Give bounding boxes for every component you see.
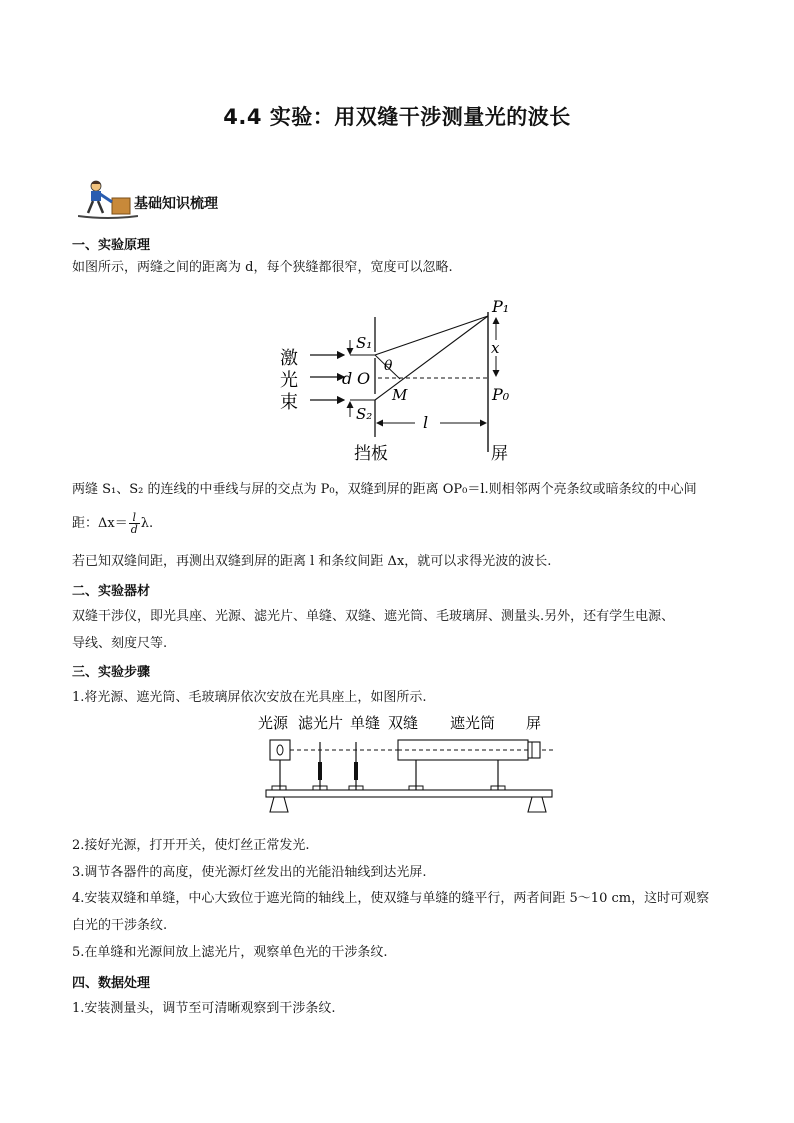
label-p0: P₀ — [492, 385, 510, 404]
page-title: 4.4 实验：用双缝干涉测量光的波长 — [223, 105, 571, 129]
label-double-slit: 双缝 — [388, 714, 419, 732]
principle-para1-line2 — [72, 512, 153, 535]
procedure-step2: 2.接好光源，打开开关，使灯丝正常发光. — [72, 838, 310, 853]
label-m: M — [392, 386, 408, 404]
principle-para1-line1: 两缝 S₁、S₂ 的连线的中垂线与屏的交点为 P₀，双缝到屏的距离 OP₀＝l.则相邻两个亮条纹或暗条纹的中心间 — [72, 482, 697, 497]
label-x: x — [491, 339, 500, 357]
laser-char-1: 激 — [280, 348, 298, 369]
label-filter: 滤光片 — [298, 714, 344, 732]
label-single-slit: 单缝 — [350, 714, 381, 732]
laser-char-3: 束 — [280, 392, 298, 413]
boy-pushing-box-icon — [78, 178, 138, 220]
label-light-source: 光源 — [258, 714, 289, 732]
label-d: d — [342, 369, 353, 388]
ray-s1-p1 — [375, 316, 488, 355]
equipment-line2: 导线、刻度尺等. — [72, 636, 168, 651]
label-p1: P₁ — [492, 297, 510, 316]
label-baffle: 挡板 — [354, 444, 388, 464]
fraction-denominator: d — [130, 523, 138, 536]
heading-data-processing: 四、数据处理 — [72, 976, 151, 991]
light-source-box — [270, 740, 290, 760]
principle-intro: 如图所示，两缝之间的距离为 d，每个狭缝都很窄，宽度可以忽略. — [72, 260, 453, 275]
procedure-step1: 1.将光源、遮光筒、毛玻璃屏依次安放在光具座上，如图所示. — [72, 690, 427, 705]
banner-label: 基础知识梳理 — [134, 196, 218, 212]
heading-principle: 一、实验原理 — [72, 238, 151, 253]
data-processing-step1: 1.安装测量头，调节至可清晰观察到干涉条纹. — [72, 1001, 336, 1016]
fringe-formula-suffix: λ. — [140, 516, 154, 531]
optical-bench-diagram — [258, 712, 558, 822]
procedure-step3: 3.调节各器件的高度，使光源灯丝发出的光能沿轴线到达光屏. — [72, 865, 427, 880]
label-s1: S₁ — [356, 334, 373, 352]
principle-para2: 若已知双缝间距，再测出双缝到屏的距离 l 和条纹间距 Δx，就可以求得光波的波长. — [72, 554, 552, 569]
fraction-numerator: l — [129, 512, 140, 524]
heading-procedure: 三、实验步骤 — [72, 665, 151, 680]
laser-char-2: 光 — [280, 370, 298, 391]
label-screen: 屏 — [491, 444, 508, 464]
screen-eyepiece — [528, 742, 540, 758]
label-theta: θ — [384, 358, 393, 374]
procedure-step4-line2: 白光的干涉条纹. — [72, 918, 168, 933]
fringe-formula-fraction — [129, 512, 140, 535]
procedure-step5: 5.在单缝和光源间放上滤光片，观察单色光的干涉条纹. — [72, 945, 388, 960]
fringe-formula-prefix: 距：Δx＝ — [72, 516, 128, 531]
equipment-line1: 双缝干涉仪，即光具座、光源、滤光片、单缝、双缝、遮光筒、毛玻璃屏、测量头.另外，还有学生电源、 — [72, 609, 675, 624]
optical-rail — [266, 790, 552, 797]
label-screen2: 屏 — [526, 714, 542, 732]
section-banner — [78, 178, 248, 220]
label-light-tube: 遮光筒 — [450, 714, 496, 732]
label-l: l — [423, 413, 429, 432]
label-s2: S₂ — [356, 405, 373, 423]
heading-equipment: 二、实验器材 — [72, 584, 151, 599]
double-slit-diagram — [280, 292, 560, 467]
procedure-step4-line1: 4.安装双缝和单缝，中心大致位于遮光筒的轴线上，使双缝与单缝的缝平行，两者间距 5～10 cm，这时可观察 — [72, 891, 710, 906]
label-o: O — [357, 369, 371, 388]
